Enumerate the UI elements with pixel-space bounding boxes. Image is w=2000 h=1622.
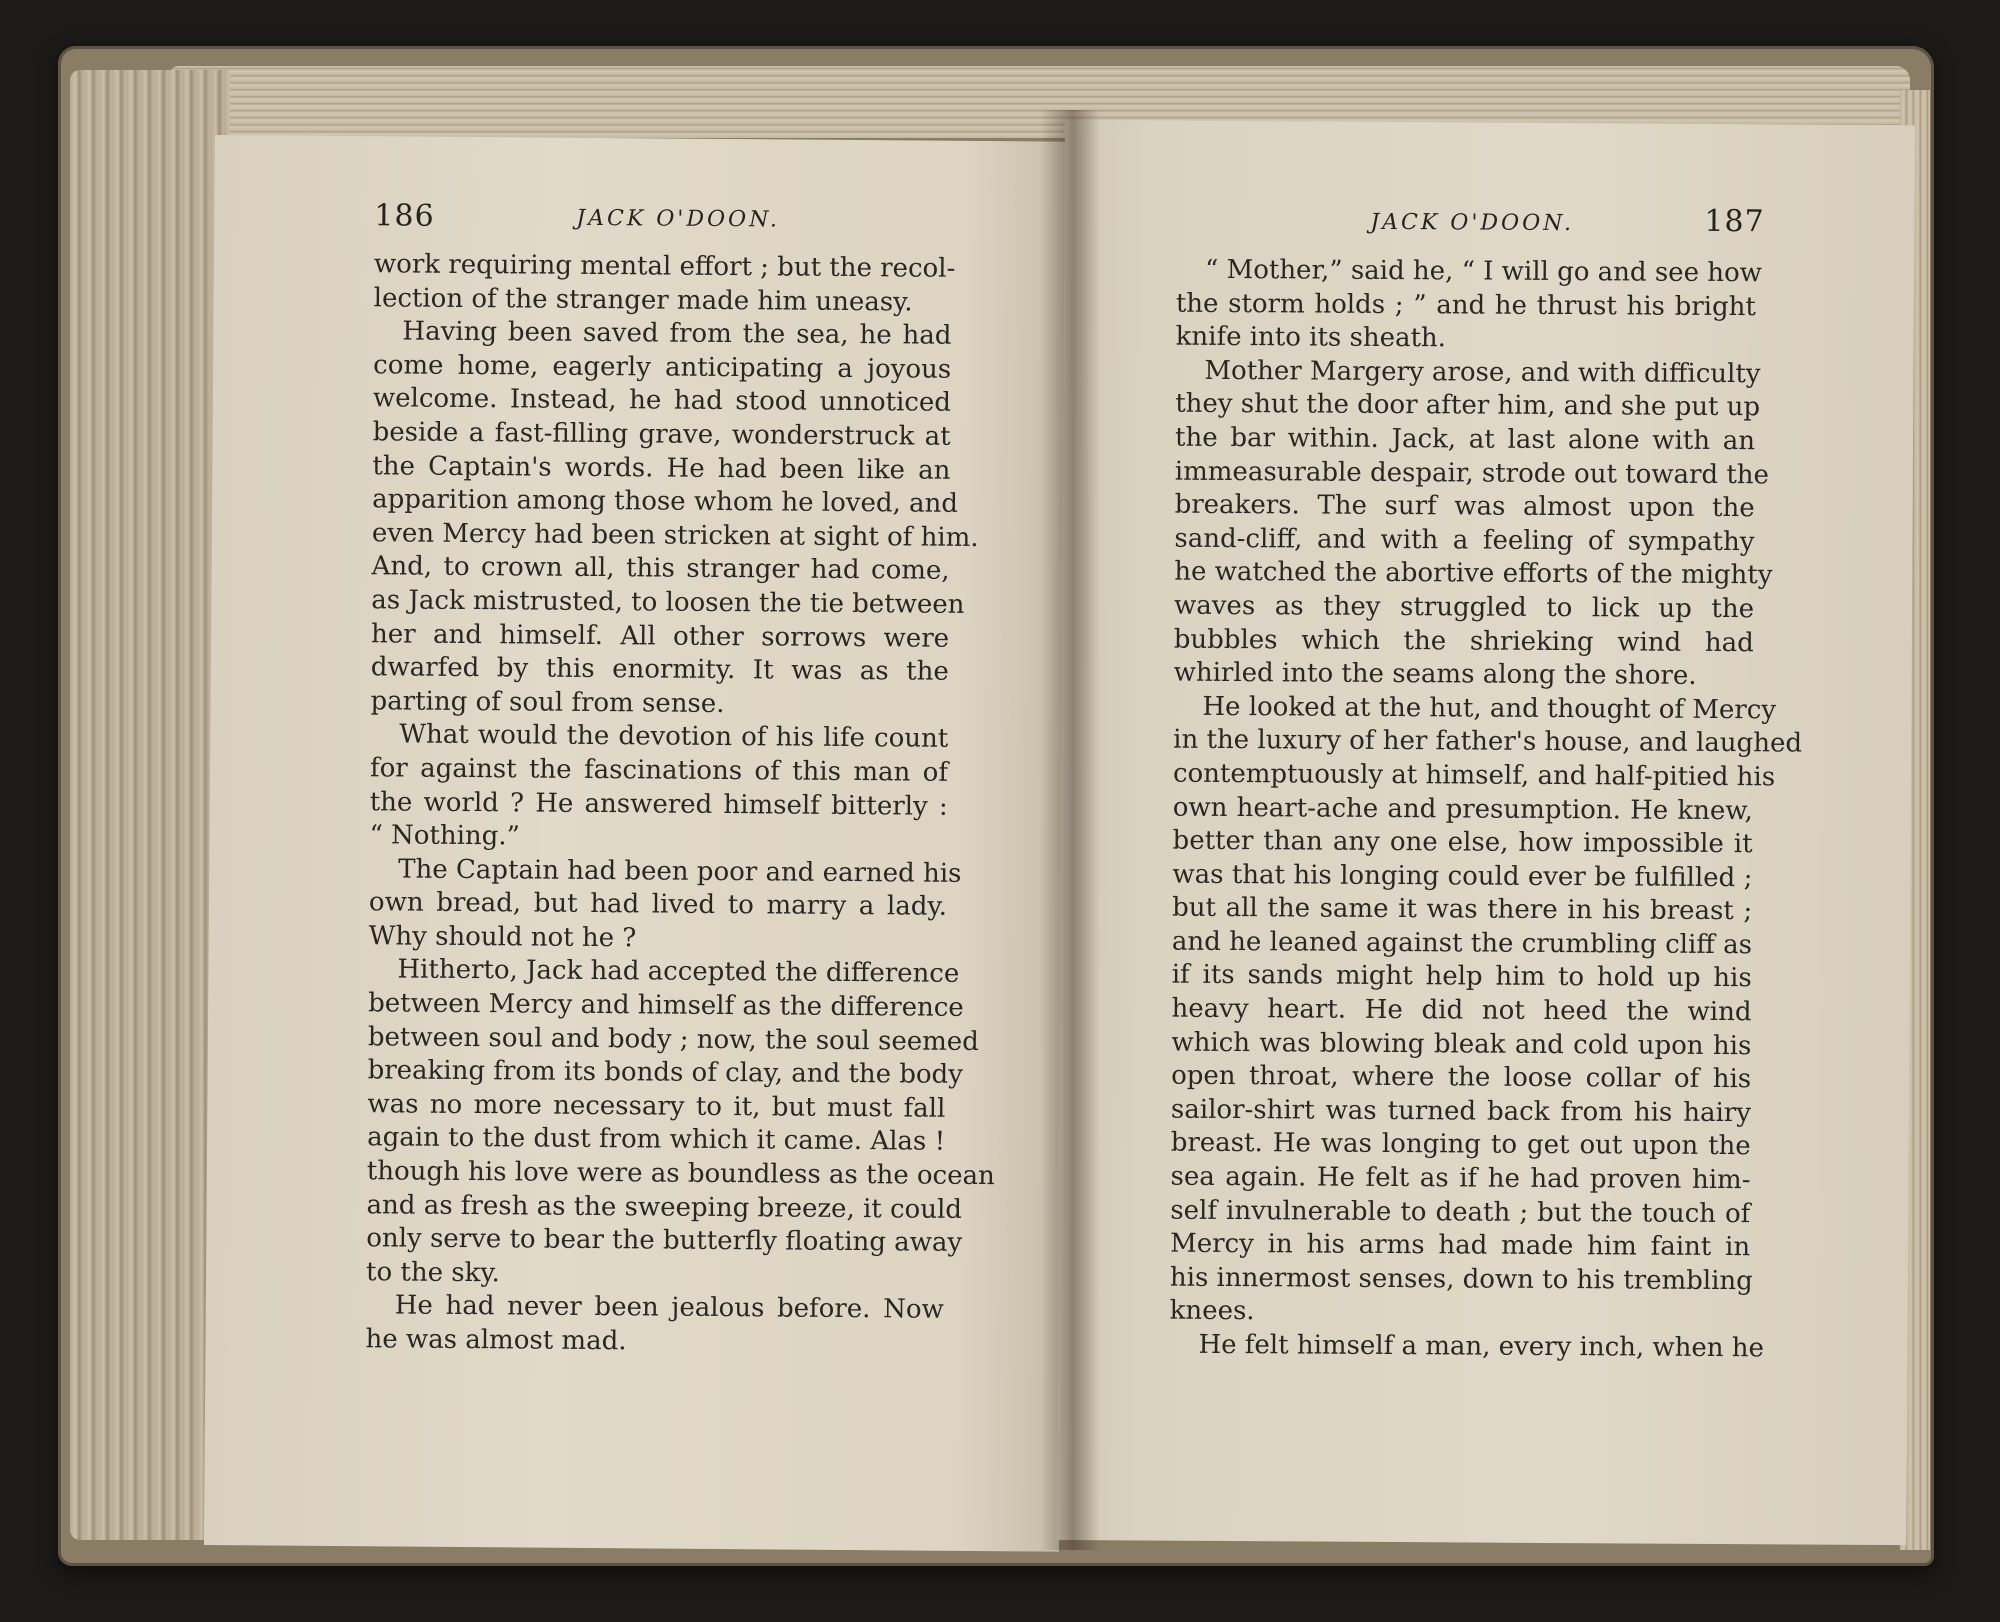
running-head-left: JACK O'DOON. — [576, 205, 781, 233]
text-line: again to the dust from which it came. Alas ! — [367, 1122, 946, 1158]
text-line: waves as they struggled to lick up the — [1173, 590, 1755, 625]
text-line: He felt himself a man, every inch, when he — [1198, 1329, 1765, 1364]
text-line: What would the devotion of his life count — [399, 719, 949, 755]
text-line: sailor-shirt was turned back from his hairy — [1170, 1094, 1752, 1129]
left-page — [204, 135, 1070, 1552]
text-line: for against the fascinations of this man of — [369, 753, 949, 788]
text-line: “ Nothing.” — [369, 820, 521, 852]
text-line: The Captain had been poor and earned his — [398, 854, 962, 889]
right-page-body — [1169, 254, 1803, 1366]
text-line: if its sands might help him to hold up his — [1171, 960, 1752, 994]
text-line: Mother Margery arose, and with difficulty — [1204, 355, 1761, 390]
text-line: between soul and body ; now, the soul seemed — [367, 1021, 980, 1057]
text-line: and as fresh as the sweeping breeze, it could — [366, 1189, 963, 1225]
text-line: immeasurable despair, strode out toward the — [1174, 456, 1770, 490]
text-line: to the sky. — [365, 1257, 501, 1289]
text-line: in the luxury of her father's house, and laughed — [1173, 724, 1803, 759]
text-line: dwarfed by this enormity. It was as the — [370, 652, 949, 687]
text-line: Why should not he ? — [368, 921, 637, 954]
book-gutter — [1040, 110, 1100, 1550]
page-number-left: 186 — [374, 198, 435, 234]
text-line: sea again. He felt as if he had proven him- — [1170, 1161, 1751, 1196]
text-line: the world ? He answered himself bitterly : — [369, 786, 948, 822]
text-line: was no more necessary to it, but must fall — [367, 1089, 946, 1124]
text-line: knife into its sheath. — [1175, 321, 1447, 354]
text-line: and he leaned against the crumbling cliff as — [1171, 926, 1753, 961]
text-line: apparition among those whom he loved, and — [372, 484, 959, 520]
text-line: breakers. The surf was almost upon the — [1174, 489, 1755, 524]
text-line: whirled into the seams along the shore. — [1173, 657, 1697, 691]
left-page-body — [365, 248, 995, 1361]
text-line: Mercy in his arms had made him faint in — [1170, 1228, 1751, 1263]
text-line: parting of soul from sense. — [370, 685, 725, 719]
text-line: Hitherto, Jack had accepted the difference — [397, 954, 960, 990]
text-line: knees. — [1169, 1296, 1255, 1327]
text-line: come home, eagerly anticipating a joyous — [373, 350, 952, 385]
text-line: the storm holds ; ” and he thrust his bright — [1175, 288, 1756, 322]
text-line: And, to crown all, this stranger had come, — [371, 551, 950, 587]
text-line: welcome. Instead, he had stood unnoticed — [372, 383, 952, 419]
text-line: he watched the abortive efforts of the mighty — [1174, 557, 1773, 591]
text-line: own bread, but had lived to marry a lady. — [368, 887, 948, 923]
text-line: even Mercy had been stricken at sight of him. — [371, 517, 979, 553]
text-line: He looked at the hut, and thought of Mercy — [1202, 691, 1777, 726]
text-line: the bar within. Jack, at last alone with an — [1174, 422, 1756, 457]
text-line: he was almost mad. — [365, 1324, 627, 1357]
text-line: He had never been jealous before. Now — [394, 1290, 944, 1326]
text-line: her and himself. All other sorrows were — [370, 618, 950, 654]
text-line: they shut the door after him, and she put up — [1175, 389, 1761, 423]
text-line: open throat, where the loose collar of his — [1171, 1060, 1752, 1095]
text-line: as Jack mistrusted, to loosen the tie between — [371, 585, 965, 620]
text-line: only serve to bear the butterfly floating away — [366, 1223, 963, 1259]
text-line: but all the same it was there in his breast ; — [1172, 892, 1753, 927]
text-line: own heart-ache and presumption. He knew, — [1172, 792, 1753, 826]
text-line: self invulnerable to death ; but the touch of — [1170, 1195, 1751, 1229]
text-line: beside a fast-filling grave, wonderstruck at — [372, 417, 951, 452]
text-line: heavy heart. He did not heed the wind — [1171, 993, 1752, 1028]
text-line: sand-cliff, and with a feeling of sympathy — [1174, 523, 1755, 557]
text-line: bubbles which the shrieking wind had — [1173, 624, 1754, 658]
text-line: breaking from its bonds of clay, and the body — [367, 1055, 964, 1091]
page-number-right: 187 — [1704, 203, 1765, 240]
right-page — [1056, 120, 1915, 1545]
text-line: “ Mother,” said he, “ I will go and see how — [1204, 254, 1763, 289]
text-line: breast. He was longing to get out upon the — [1170, 1128, 1751, 1162]
text-line: his innermost senses, down to his trembling — [1169, 1262, 1753, 1297]
text-line: work requiring mental effort ; but the recol- — [373, 249, 956, 284]
running-head-right: JACK O'DOON. — [1370, 209, 1575, 237]
text-line: which was blowing bleak and cold upon his — [1171, 1027, 1752, 1061]
text-line: contemptuously at himself, and half-pitied his — [1172, 758, 1776, 793]
text-line: was that his longing could ever be fulfilled ; — [1172, 859, 1753, 893]
text-line: between Mercy and himself as the difference — [368, 988, 964, 1023]
text-line: better than any one else, how impossible it — [1172, 825, 1753, 860]
text-line: lection of the stranger made him uneasy. — [373, 282, 913, 318]
text-line: the Captain's words. He had been like an — [372, 450, 951, 486]
text-line: Having been saved from the sea, he had — [402, 316, 952, 351]
text-line: though his love were as boundless as the ocean — [366, 1156, 995, 1192]
